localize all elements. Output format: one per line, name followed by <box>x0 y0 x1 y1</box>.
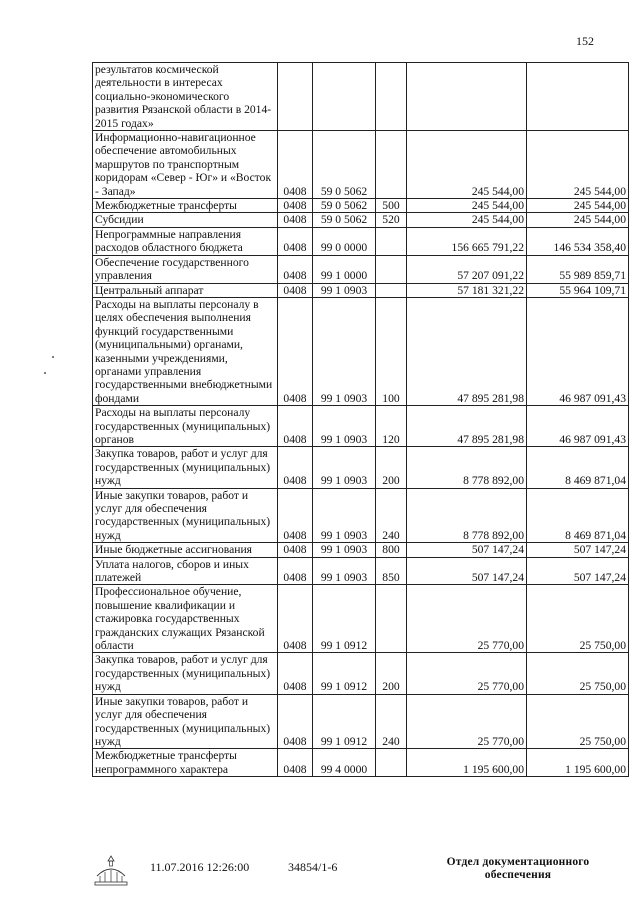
footer-department-line1: Отдел документационного <box>446 856 590 868</box>
cell-section: 0408 <box>278 653 313 694</box>
footer-timestamp: 11.07.2016 12:26:00 <box>150 860 250 874</box>
cell-sum-year1: 25 770,00 <box>407 585 527 653</box>
cell-sum-year2: 1 195 600,00 <box>527 749 629 777</box>
cell-sum-year2: 245 544,00 <box>527 213 629 227</box>
cell-expense-type <box>376 255 407 283</box>
duma-emblem-icon <box>92 854 130 888</box>
cell-name: Межбюджетные трансферты <box>93 199 278 213</box>
cell-sum-year1: 245 544,00 <box>407 199 527 213</box>
footer-doc-number: 34854/1-6 <box>288 860 338 874</box>
cell-sum-year1: 25 770,00 <box>407 694 527 749</box>
cell-section: 0408 <box>278 227 313 255</box>
cell-target-article: 59 0 5062 <box>313 213 376 227</box>
cell-name: Иные бюджетные ассигнования <box>93 543 278 557</box>
table-row <box>93 131 629 199</box>
table-row <box>93 543 629 557</box>
cell-sum-year1: 47 895 281,98 <box>407 406 527 447</box>
cell-section: 0408 <box>278 213 313 227</box>
cell-expense-type: 100 <box>376 297 407 405</box>
cell-name: Закупка товаров, работ и услуг для государственных (муниципальных) нужд <box>93 653 278 694</box>
cell-target-article: 59 0 5062 <box>313 131 376 199</box>
table-row <box>93 283 629 297</box>
cell-section: 0408 <box>278 406 313 447</box>
cell-expense-type: 200 <box>376 447 407 488</box>
cell-target-article: 99 1 0903 <box>313 283 376 297</box>
cell-sum-year1: 47 895 281,98 <box>407 297 527 405</box>
cell-expense-type: 200 <box>376 653 407 694</box>
cell-name: Иные закупки товаров, работ и услуг для обеспечения государственных (муниципальных) нужд <box>93 488 278 543</box>
cell-sum-year2: 25 750,00 <box>527 585 629 653</box>
cell-sum-year2: 146 534 358,40 <box>527 227 629 255</box>
footer-department <box>438 856 598 882</box>
table-row <box>93 585 629 653</box>
cell-name: Информационно-навигационное обеспечение автомобильных маршрутов по транспортным коридорам «Север - Юг» и «Восток - Запад» <box>93 131 278 199</box>
cell-name: Иные закупки товаров, работ и услуг для обеспечения государственных (муниципальных) нужд <box>93 694 278 749</box>
table-row <box>93 213 629 227</box>
cell-expense-type: 800 <box>376 543 407 557</box>
budget-table <box>92 62 629 777</box>
cell-sum-year2: 8 469 871,04 <box>527 488 629 543</box>
cell-expense-type: 240 <box>376 694 407 749</box>
cell-expense-type: 240 <box>376 488 407 543</box>
cell-expense-type <box>376 227 407 255</box>
cell-sum-year2 <box>527 63 629 131</box>
cell-section: 0408 <box>278 255 313 283</box>
cell-sum-year2: 55 964 109,71 <box>527 283 629 297</box>
cell-sum-year2: 25 750,00 <box>527 653 629 694</box>
cell-sum-year1: 25 770,00 <box>407 653 527 694</box>
cell-target-article: 99 1 0903 <box>313 297 376 405</box>
cell-target-article: 99 4 0000 <box>313 749 376 777</box>
cell-name: Расходы на выплаты персоналу государственных (муниципальных) органов <box>93 406 278 447</box>
cell-expense-type <box>376 131 407 199</box>
cell-name: Уплата налогов, сборов и иных платежей <box>93 557 278 585</box>
cell-target-article: 99 1 0903 <box>313 406 376 447</box>
cell-sum-year2: 507 147,24 <box>527 557 629 585</box>
cell-section: 0408 <box>278 131 313 199</box>
cell-name: Центральный аппарат <box>93 283 278 297</box>
cell-section: 0408 <box>278 283 313 297</box>
cell-sum-year1 <box>407 63 527 131</box>
table-row <box>93 694 629 749</box>
budget-table-body <box>93 63 629 777</box>
cell-sum-year1: 245 544,00 <box>407 213 527 227</box>
cell-expense-type: 120 <box>376 406 407 447</box>
cell-sum-year2: 55 989 859,71 <box>527 255 629 283</box>
cell-sum-year1: 57 207 091,22 <box>407 255 527 283</box>
cell-name: Закупка товаров, работ и услуг для государственных (муниципальных) нужд <box>93 447 278 488</box>
table-row <box>93 199 629 213</box>
cell-expense-type <box>376 63 407 131</box>
cell-section: 0408 <box>278 557 313 585</box>
cell-expense-type <box>376 749 407 777</box>
cell-target-article: 99 1 0903 <box>313 447 376 488</box>
margin-mark <box>44 372 46 374</box>
cell-expense-type: 520 <box>376 213 407 227</box>
cell-sum-year1: 156 665 791,22 <box>407 227 527 255</box>
cell-sum-year2: 46 987 091,43 <box>527 297 629 405</box>
cell-section <box>278 63 313 131</box>
cell-target-article: 99 1 0000 <box>313 255 376 283</box>
cell-name: Субсидии <box>93 213 278 227</box>
cell-target-article <box>313 63 376 131</box>
cell-sum-year1: 245 544,00 <box>407 131 527 199</box>
cell-target-article: 99 1 0903 <box>313 557 376 585</box>
cell-sum-year2: 507 147,24 <box>527 543 629 557</box>
cell-target-article: 99 1 0903 <box>313 543 376 557</box>
table-row <box>93 297 629 405</box>
table-row <box>93 653 629 694</box>
cell-sum-year1: 507 147,24 <box>407 543 527 557</box>
cell-name: Обеспечение государственного управления <box>93 255 278 283</box>
cell-section: 0408 <box>278 543 313 557</box>
cell-expense-type: 850 <box>376 557 407 585</box>
cell-sum-year1: 8 778 892,00 <box>407 488 527 543</box>
cell-sum-year1: 1 195 600,00 <box>407 749 527 777</box>
cell-name: результатов космической деятельности в интересах социально-экономического развития Рязанской области в 2014-2015 годах» <box>93 63 278 131</box>
table-row <box>93 255 629 283</box>
cell-section: 0408 <box>278 488 313 543</box>
table-row <box>93 447 629 488</box>
page-number: 152 <box>576 34 594 48</box>
cell-target-article: 99 1 0912 <box>313 653 376 694</box>
table-row <box>93 749 629 777</box>
table-row <box>93 227 629 255</box>
cell-section: 0408 <box>278 694 313 749</box>
cell-target-article: 99 1 0912 <box>313 694 376 749</box>
cell-section: 0408 <box>278 585 313 653</box>
cell-sum-year2: 245 544,00 <box>527 199 629 213</box>
cell-sum-year2: 25 750,00 <box>527 694 629 749</box>
cell-name: Расходы на выплаты персоналу в целях обеспечения выполнения функций государственными (муниципальными) органами, казенными учреждениями, органами управления государственными внебюджетными фондами <box>93 297 278 405</box>
cell-sum-year1: 57 181 321,22 <box>407 283 527 297</box>
cell-expense-type <box>376 283 407 297</box>
table-row <box>93 63 629 131</box>
cell-target-article: 99 1 0912 <box>313 585 376 653</box>
cell-sum-year1: 8 778 892,00 <box>407 447 527 488</box>
table-row <box>93 557 629 585</box>
cell-section: 0408 <box>278 199 313 213</box>
cell-name: Непрограммные направления расходов областного бюджета <box>93 227 278 255</box>
cell-expense-type <box>376 585 407 653</box>
cell-name: Межбюджетные трансферты непрограммного характера <box>93 749 278 777</box>
cell-expense-type: 500 <box>376 199 407 213</box>
cell-section: 0408 <box>278 749 313 777</box>
cell-target-article: 59 0 5062 <box>313 199 376 213</box>
cell-sum-year1: 507 147,24 <box>407 557 527 585</box>
cell-target-article: 99 0 0000 <box>313 227 376 255</box>
cell-name: Профессиональное обучение, повышение квалификации и стажировка государственных гражданских служащих Рязанской области <box>93 585 278 653</box>
table-row <box>93 406 629 447</box>
cell-sum-year2: 8 469 871,04 <box>527 447 629 488</box>
table-row <box>93 488 629 543</box>
cell-section: 0408 <box>278 297 313 405</box>
cell-sum-year2: 46 987 091,43 <box>527 406 629 447</box>
cell-sum-year2: 245 544,00 <box>527 131 629 199</box>
cell-target-article: 99 1 0903 <box>313 488 376 543</box>
footer-department-line2: обеспечения <box>484 869 552 881</box>
cell-section: 0408 <box>278 447 313 488</box>
margin-mark <box>52 356 54 358</box>
